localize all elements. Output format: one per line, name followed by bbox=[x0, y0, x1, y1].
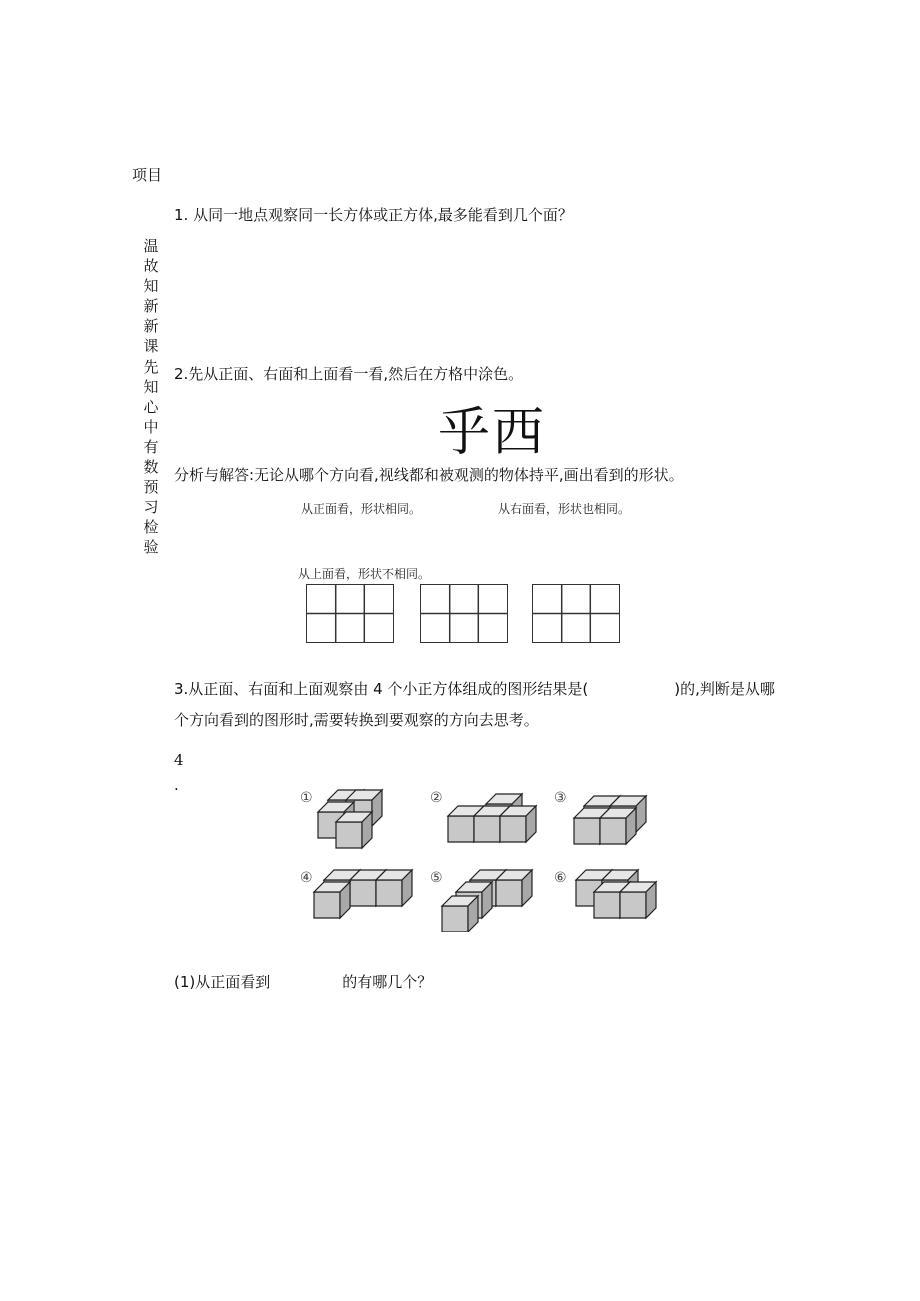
sidebar-char: 有 bbox=[143, 437, 159, 456]
sidebar-char: 验 bbox=[143, 538, 159, 557]
figure-label-2: ② bbox=[430, 790, 443, 806]
sidebar-char: 新 bbox=[143, 297, 159, 316]
note-front-view: 从正面看，形状相同。 bbox=[301, 502, 422, 516]
sidebar-vertical-text bbox=[140, 236, 162, 558]
sidebar-char: 检 bbox=[143, 518, 159, 537]
sidebar-char: 新 bbox=[143, 317, 159, 336]
cube-figures bbox=[296, 784, 666, 932]
note-right-view: 从右面看，形状也相同。 bbox=[498, 502, 631, 516]
answer-grid-top[interactable] bbox=[532, 584, 620, 643]
sidebar-char: 课 bbox=[143, 337, 159, 356]
question-2: 2.先从正面、右面和上面看一看,然后在方格中涂色。 bbox=[174, 365, 524, 383]
sidebar-char: 知 bbox=[143, 277, 159, 296]
sub-question-1-text-a: (1)从正面看到 bbox=[174, 973, 271, 991]
sidebar-char: 先 bbox=[143, 357, 159, 376]
sidebar-char: 温 bbox=[143, 237, 159, 255]
sidebar-char: 故 bbox=[143, 257, 159, 276]
question-1: 1. 从同一地点观察同一长方体或正方体,最多能看到几个面？ bbox=[174, 206, 573, 224]
question-3-line-2: 个方向看到的图形时,需要转换到要观察的方向去思考。 bbox=[174, 711, 539, 729]
figure-label-1: ① bbox=[300, 790, 313, 806]
question-3-text-a: 3.从正面、右面和上面观察由 4 个小正方体组成的图形结果是( bbox=[174, 680, 589, 698]
question-4-dot: . bbox=[174, 776, 179, 794]
figure-1-cubes bbox=[318, 790, 382, 848]
analysis-text: 分析与解答:无论从哪个方向看,视线都和被观测的物体持平,画出看到的形状。 bbox=[174, 466, 684, 484]
figure-label-5: ⑤ bbox=[430, 870, 443, 886]
sidebar-char: 心 bbox=[143, 397, 159, 416]
answer-grid-right[interactable] bbox=[420, 584, 508, 643]
question-3-line-1 bbox=[174, 678, 775, 699]
figure-2-cubes bbox=[448, 794, 536, 842]
figure-6-cubes bbox=[576, 870, 656, 918]
answer-grid-front[interactable] bbox=[306, 584, 394, 643]
question-3-text-b: )的,判断是从哪 bbox=[674, 680, 775, 698]
figure-label-4: ④ bbox=[300, 870, 313, 886]
question-4-number: 4 bbox=[174, 751, 184, 769]
figure-4-cubes bbox=[314, 870, 412, 918]
note-top-view: 从上面看，形状不相同。 bbox=[298, 567, 431, 581]
sub-question-1 bbox=[174, 971, 432, 992]
sidebar-char: 知 bbox=[143, 377, 159, 396]
shape-characters: 乎西 bbox=[438, 403, 547, 463]
sub-question-1-text-b: 的有哪几个？ bbox=[342, 973, 433, 991]
figure-5-cubes bbox=[442, 870, 532, 932]
section-label: 项目 bbox=[132, 166, 163, 184]
sidebar-char: 习 bbox=[143, 498, 159, 517]
sidebar-char: 中 bbox=[143, 417, 159, 436]
figure-3-cubes bbox=[574, 796, 646, 844]
figure-label-3: ③ bbox=[554, 790, 567, 806]
sidebar-char: 预 bbox=[143, 478, 159, 497]
sidebar-char: 数 bbox=[143, 458, 159, 477]
figure-label-6: ⑥ bbox=[554, 870, 567, 886]
